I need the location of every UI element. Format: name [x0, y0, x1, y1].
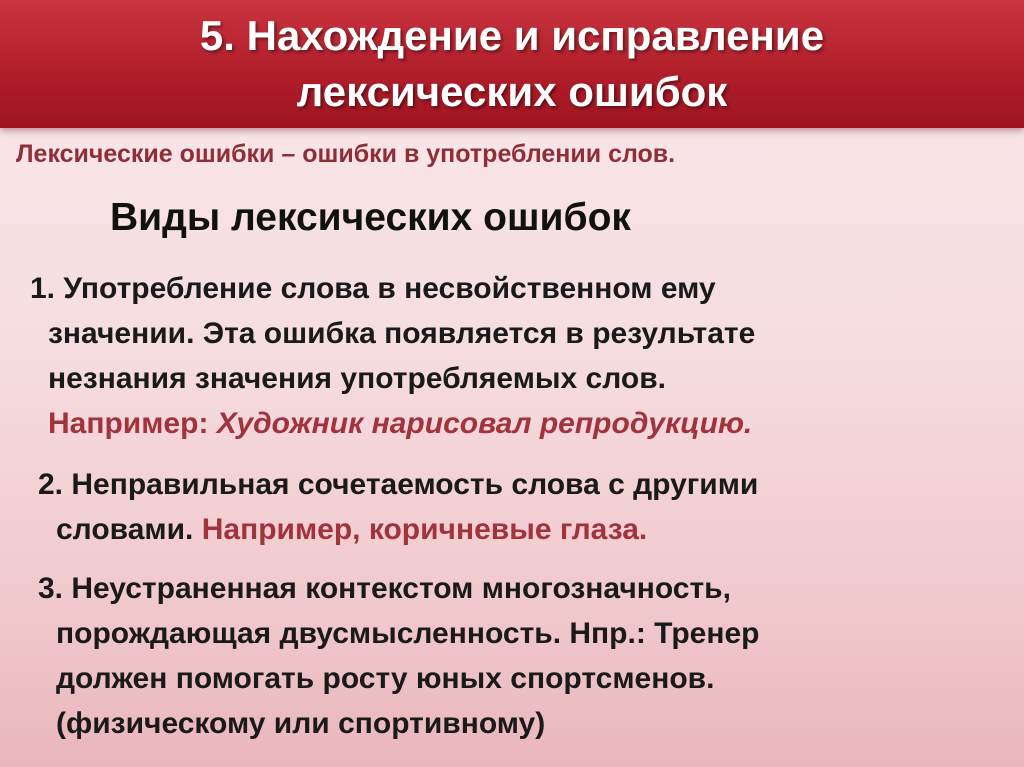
- definition-text: Лексические ошибки – ошибки в употреблении слов.: [16, 140, 676, 168]
- item-3-line-1: 3. Неустраненная контекстом многозначность,: [38, 572, 731, 605]
- item-2-line-1: 2. Неправильная сочетаемость слова с другими: [38, 468, 759, 501]
- example-text: Художник нарисовал репродукцию.: [216, 407, 753, 440]
- item-2-line-2: [38, 507, 758, 552]
- item-1-line-3: незнания значения употребляемых слов.: [48, 362, 667, 395]
- section-heading: Виды лексических ошибок: [110, 196, 631, 239]
- item-3-line-4: (физическому или спортивному): [56, 707, 546, 740]
- item-1-example: [30, 401, 755, 446]
- title-bar: [0, 0, 1024, 128]
- item-1-line-2: значении. Эта ошибка появляется в результате: [48, 317, 756, 350]
- slide-title: [0, 8, 1024, 120]
- error-type-item-1: [30, 266, 755, 446]
- item-3-line-3: должен помогать росту юных спортсменов.: [56, 662, 715, 695]
- slide-title-line-1: 5. Нахождение и исправление: [199, 12, 825, 59]
- item-2-example: Например, коричневые глаза.: [201, 513, 648, 546]
- error-type-item-2: [38, 462, 758, 552]
- slide-title-line-2: лексических ошибок: [296, 68, 728, 115]
- item-1-line-1: 1. Употребление слова в несвойственном ему: [30, 272, 716, 305]
- item-3-line-2: порождающая двусмысленность. Нпр.: Тренер: [56, 617, 760, 650]
- example-label: Например:: [48, 407, 217, 440]
- item-2-text: словами.: [56, 513, 202, 546]
- error-type-item-3: [38, 566, 759, 746]
